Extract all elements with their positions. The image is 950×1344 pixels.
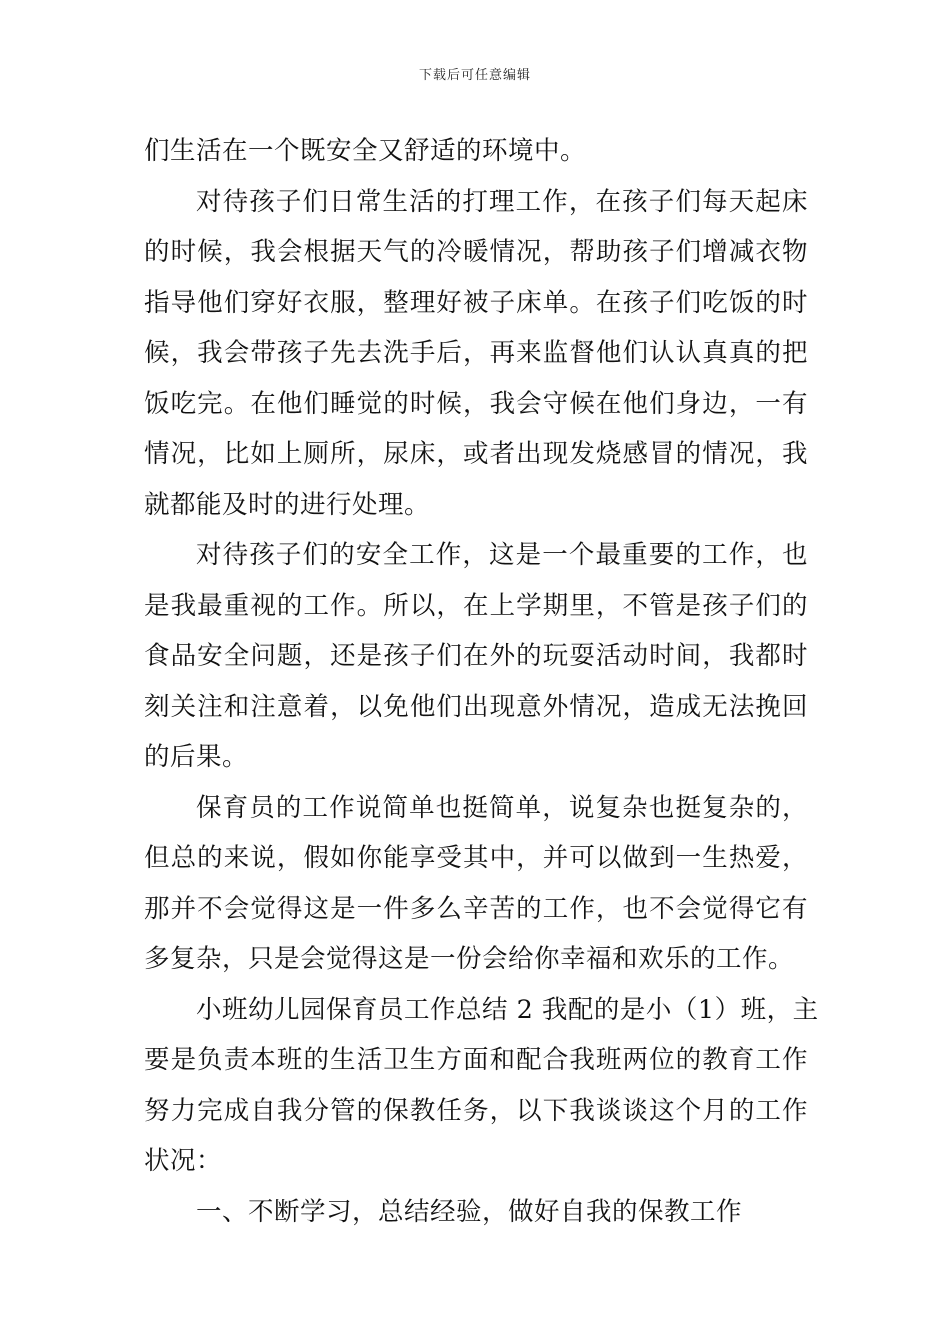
text-line: 一、不断学习，总结经验，做好自我的保教工作 <box>196 1196 743 1227</box>
text-line: 对待孩子们的安全工作，这是一个最重要的工作，也 <box>196 540 808 570</box>
text-line: 保育员的工作说简单也挺简单，说复杂也挺复杂的， <box>196 792 808 823</box>
text-line: 食品安全问题，还是孩子们在外的玩耍活动时间，我都时 <box>144 641 808 671</box>
text-line: 刻关注和注意着，以免他们出现意外情况，造成无法挽回 <box>144 691 808 722</box>
text-line: 但总的来说，假如你能享受其中，并可以做到一生热爱， <box>144 843 808 873</box>
text-line: 饭吃完。在他们睡觉的时候，我会守候在他们身边，一有 <box>144 388 808 419</box>
text-line: 情况，比如上厕所，尿床，或者出现发烧感冒的情况，我 <box>144 439 808 469</box>
text-line: 是我最重视的工作。所以，在上学期里，不管是孩子们的 <box>144 590 808 621</box>
text-line: 努力完成自我分管的保教任务，以下我谈谈这个月的工作 <box>144 1095 808 1126</box>
text-line: 就都能及时的进行处理。 <box>144 489 431 520</box>
text-line: 多复杂，只是会觉得这是一份会给你幸福和欢乐的工作。 <box>144 944 795 974</box>
text-line: 小班幼儿园保育员工作总结 2 我配的是小（1）班，主 <box>196 994 819 1025</box>
text-line: 的时候，我会根据天气的冷暖情况，帮助孩子们增减衣物 <box>144 237 808 267</box>
text-line: 的后果。 <box>144 742 249 772</box>
text-line: 那并不会觉得这是一件多么辛苦的工作，也不会觉得它有 <box>144 893 808 924</box>
text-line: 状况： <box>144 1146 223 1176</box>
text-line: 对待孩子们日常生活的打理工作，在孩子们每天起床 <box>196 186 808 217</box>
text-line: 要是负责本班的生活卫生方面和配合我班两位的教育工作 <box>144 1045 808 1075</box>
document-body <box>144 126 819 1237</box>
text-line: 们生活在一个既安全又舒适的环境中。 <box>144 136 587 166</box>
text-line: 指导他们穿好衣服，整理好被子床单。在孩子们吃饭的时 <box>144 287 808 318</box>
text-line: 候，我会带孩子先去洗手后，再来监督他们认认真真的把 <box>144 338 808 368</box>
page-header: 下载后可任意编辑 <box>418 68 531 83</box>
